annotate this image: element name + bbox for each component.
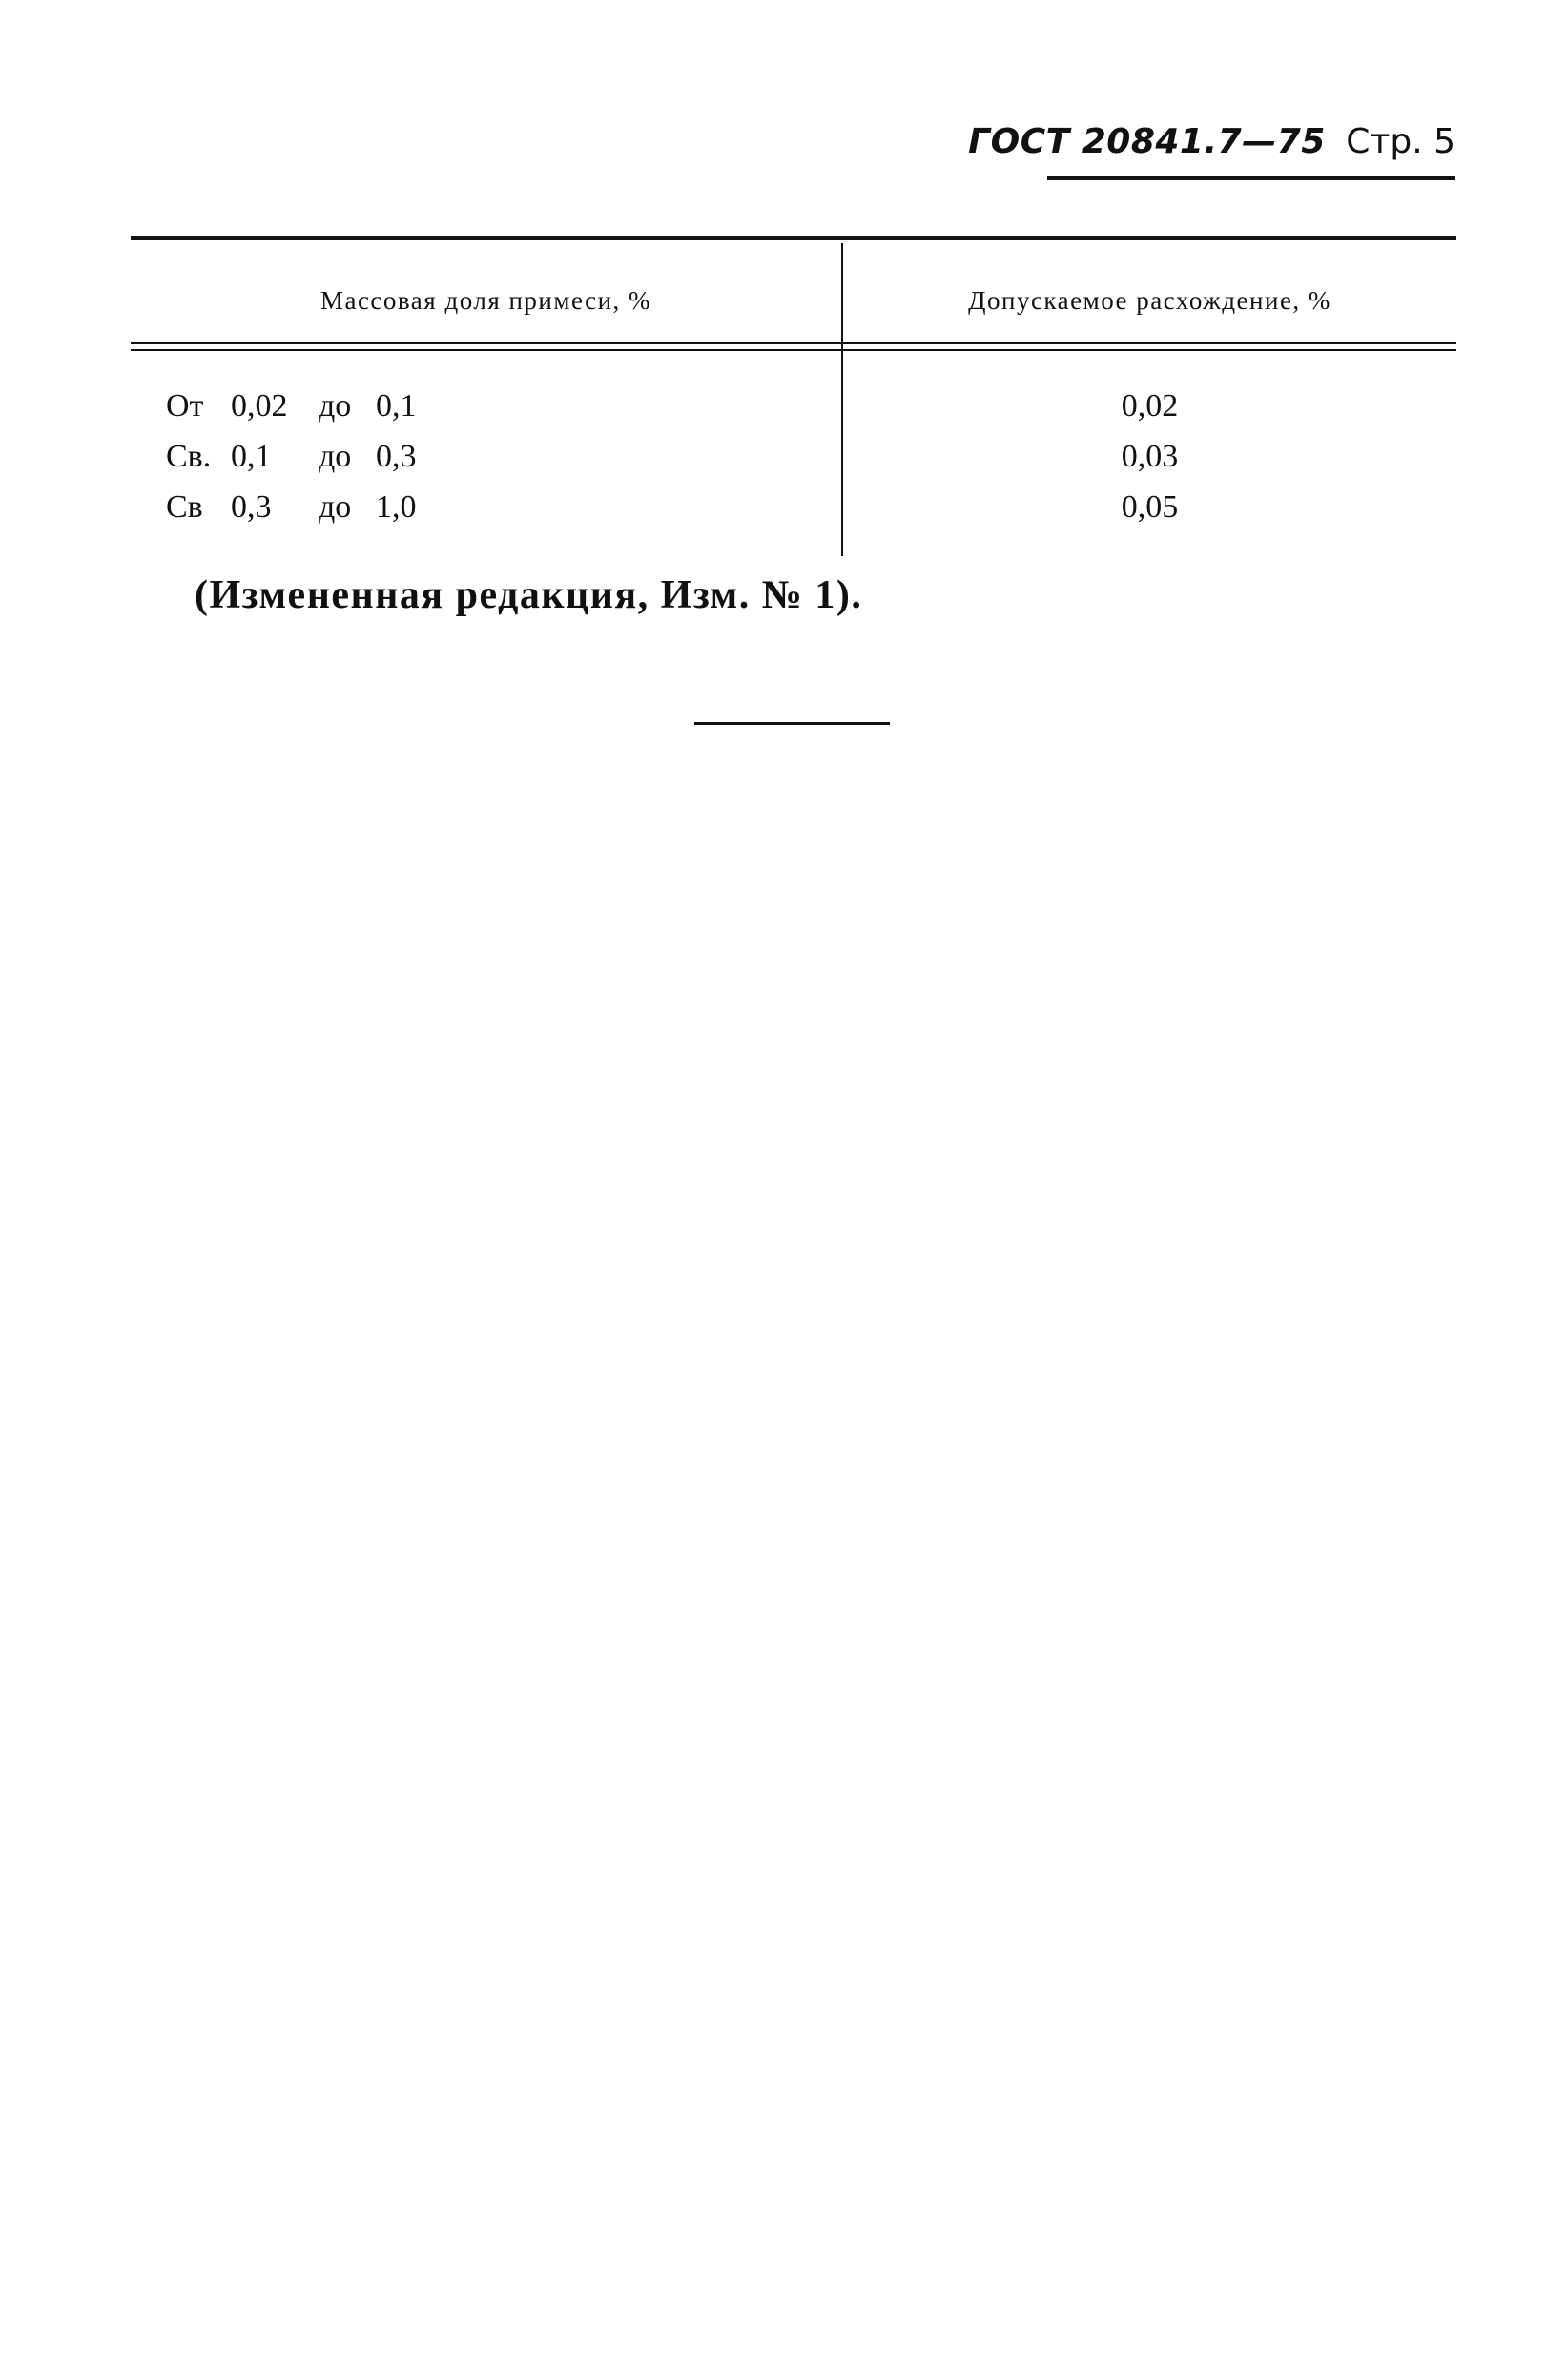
- impurity-range: [166, 489, 417, 526]
- range-to: 0,3: [376, 439, 417, 474]
- standard-number: ГОСТ 20841.7—75: [968, 122, 1326, 161]
- column-header-allowed-discrepancy: Допускаемое расхождение, %: [968, 286, 1331, 315]
- column-header-impurity-fraction: Массовая доля примеси, %: [320, 286, 652, 315]
- tolerance-table: [131, 236, 1456, 560]
- page-number: Стр. 5: [1346, 122, 1455, 161]
- range-to-word: до: [319, 388, 352, 424]
- table-row: [131, 388, 1456, 440]
- page-header: [968, 122, 1455, 161]
- amendment-note: (Измененная редакция, Изм. № 1).: [195, 573, 863, 617]
- table-row: [131, 439, 1456, 490]
- impurity-range: [166, 439, 417, 475]
- range-from: 0,1: [231, 439, 272, 474]
- range-to-word: до: [319, 439, 352, 474]
- range-to: 0,1: [376, 388, 417, 424]
- range-from: 0,02: [231, 388, 288, 424]
- allowed-discrepancy-value: 0,03: [1121, 439, 1179, 474]
- range-to: 1,0: [376, 489, 417, 525]
- table-header-rule: [131, 349, 1456, 351]
- range-prefix: Св: [166, 489, 203, 525]
- range-to-word: до: [319, 489, 352, 525]
- table-row: [131, 489, 1456, 541]
- closing-rule: [694, 722, 890, 725]
- range-from: 0,3: [231, 489, 272, 525]
- impurity-range: [166, 388, 417, 424]
- allowed-discrepancy-value: 0,02: [1121, 388, 1179, 424]
- header-underline: [1047, 176, 1455, 180]
- range-prefix: От: [166, 388, 204, 424]
- allowed-discrepancy-value: 0,05: [1121, 489, 1179, 525]
- table-top-rule: [131, 236, 1456, 240]
- range-prefix: Св.: [166, 439, 212, 474]
- table-header-rule: [131, 342, 1456, 344]
